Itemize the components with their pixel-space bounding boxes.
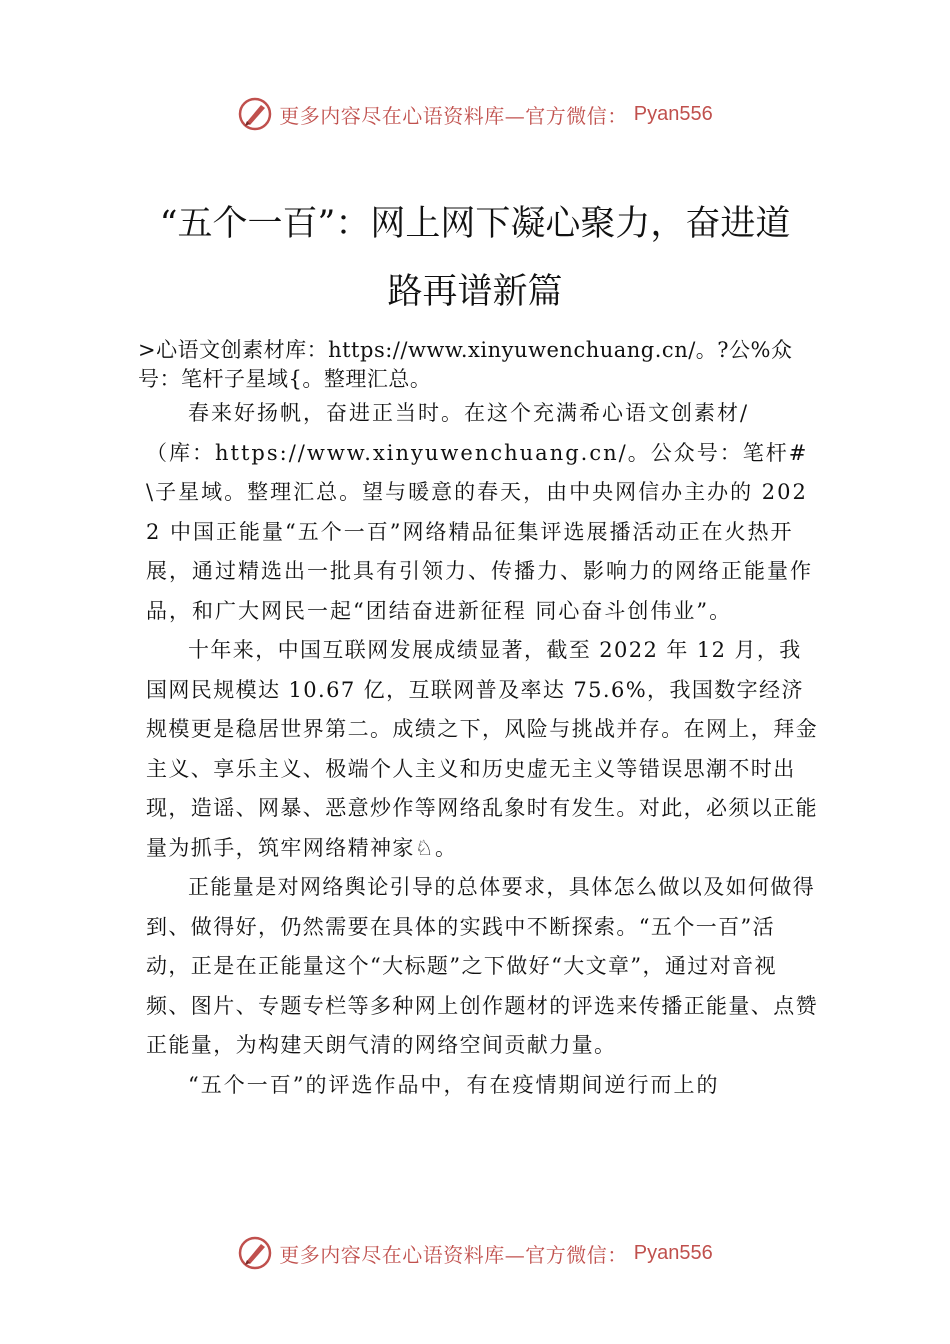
title-line-2: 路再谱新篇	[387, 272, 563, 312]
paragraph-2: 十年来，中国互联网发展成绩显著，截至 2022 年 12 月，我国网民规模达 10.67 亿，互联网普及率达 75.6%，我国数字经济规模更是稳居世界第二。成绩之下，风险与挑战并存。在网上，拜金主义、享乐主义、极端个人主义和历史虚无主义等错误思潮不时出现，造谣、网暴、恶意炒作等网络乱象时有发生。对此，必须以正能量为抓手，筑牢网络精神家♘。	[146, 638, 818, 860]
title-line-1: “五个一百”：网上网下凝心聚力，奋进道	[159, 204, 791, 244]
banner-wechat-id: Pyan556	[633, 1241, 713, 1264]
quill-pen-logo-icon	[237, 1235, 273, 1271]
quill-pen-logo-icon	[237, 96, 273, 132]
paragraph-4: “五个一百”的评选作品中，有在疫情期间逆行而上的	[188, 1072, 720, 1097]
footer-banner	[0, 1233, 950, 1273]
banner-text: 更多内容尽在心语资料库—官方微信：	[279, 1242, 628, 1267]
article-body	[138, 336, 818, 1105]
banner-text: 更多内容尽在心语资料库—官方微信：	[279, 103, 628, 128]
header-banner	[0, 94, 950, 134]
paragraph-3: 正能量是对网络舆论引导的总体要求，具体怎么做以及如何做得到、做得好，仍然需要在具体的实践中不断探索。“五个一百”活动，正是在正能量这个“大标题”之下做好“大文章”，通过对音视频、图片、专题专栏等多种网上创作题材的评选来传播正能量、点赞正能量，为构建天朗气清的网络空间贡献力量。	[146, 875, 818, 1057]
source-note: >心语文创素材库：https://www.xinyuwenchuang.cn/。?公%众号：笔杆子星域{。整理汇总。	[138, 338, 793, 391]
paragraph-1: 春来好扬帆，奋进正当时。在这个充满希心语文创素材/（库：https://www.xinyuwenchuang.cn/。公众号：笔杆#\子星域。整理汇总。望与暖意的春天，由中央网信办主办的 2022 中国正能量“五个一百”网络精品征集评选展播活动正在火热开展，通过精选出一批具有引领力、传播力、影响力的网络正能量作品，和广大网民一起“团结奋进新征程 同心奋斗创伟业”。	[146, 401, 813, 623]
banner-wechat-id: Pyan556	[633, 102, 713, 125]
article-title	[110, 190, 840, 326]
